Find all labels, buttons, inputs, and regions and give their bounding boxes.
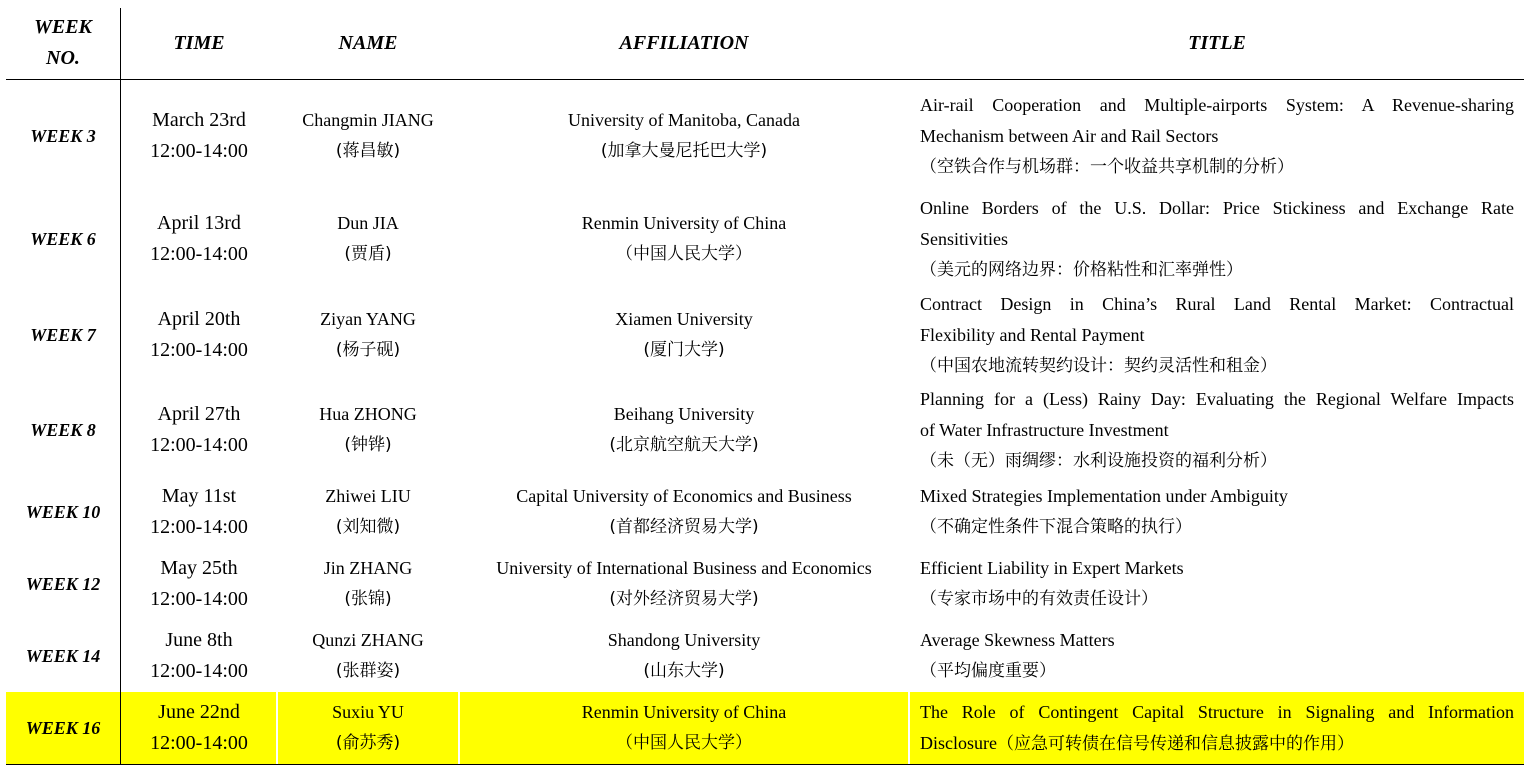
affiliation: University of International Business and Economics [496, 558, 872, 578]
affiliation: Renmin University of China [581, 702, 787, 722]
title-line2: of Water Infrastructure Investment [920, 419, 1169, 440]
name-cell [278, 192, 458, 286]
time-range: 12:00-14:00 [150, 140, 248, 162]
column-gap [458, 82, 460, 764]
title-cell [920, 548, 1514, 620]
header-week-line1: WEEK [34, 16, 92, 38]
title-zh: （空铁合作与机场群：一个收益共享机制的分析） [920, 156, 1294, 177]
speaker-name-zh: (蒋昌敏) [335, 141, 401, 161]
affiliation-cell [460, 478, 908, 546]
title-line1: Air-rail Cooperation and Multiple-airports System: A Revenue-sharing [920, 94, 1514, 115]
week-label: WEEK 3 [30, 125, 96, 146]
affiliation-zh: (对外经济贸易大学) [609, 589, 759, 609]
date: April 27th [157, 403, 241, 425]
speaker-name: Changmin JIANG [302, 110, 434, 130]
name-cell [278, 478, 458, 546]
speaker-name: Hua ZHONG [319, 404, 417, 424]
affiliation-cell [460, 692, 908, 764]
date: April 20th [157, 308, 241, 330]
week-label: WEEK 12 [25, 573, 101, 594]
week-label: WEEK 16 [25, 717, 101, 738]
title-line1: Average Skewness Matters [920, 630, 1115, 650]
header-title: TITLE [1188, 31, 1246, 54]
table-row-highlighted [6, 692, 1524, 764]
week-label: WEEK 7 [30, 324, 96, 345]
time-cell [122, 620, 276, 692]
date: March 23rd [152, 109, 246, 131]
affiliation-zh: (厦门大学) [643, 340, 725, 360]
title-cell [920, 620, 1514, 692]
title-zh: （未（无）雨绸缪：水利设施投资的福利分析） [920, 450, 1277, 471]
title-cell [920, 478, 1514, 546]
table-row [6, 288, 1524, 382]
title-line1: Online Borders of the U.S. Dollar: Price Stickiness and Exchange Rate [920, 197, 1514, 218]
speaker-name-zh: (贾盾) [344, 244, 392, 264]
header-time: TIME [173, 31, 225, 54]
title-cell [920, 382, 1514, 478]
title-line1: The Role of Contingent Capital Structure in Signaling and Information [920, 701, 1514, 722]
time-cell [122, 288, 276, 382]
column-gap [908, 82, 910, 764]
table-row [6, 382, 1524, 478]
week-label: WEEK 8 [30, 419, 96, 440]
speaker-name-zh: (刘知微) [335, 517, 401, 537]
week-label: WEEK 10 [25, 501, 101, 522]
bottom-rule [6, 764, 1524, 765]
title-zh: （中国农地流转契约设计：契约灵活性和租金） [920, 355, 1277, 376]
name-cell [278, 548, 458, 620]
speaker-name-zh: (张群姿) [335, 661, 401, 681]
affiliation: University of Manitoba, Canada [568, 110, 800, 130]
time-cell [122, 478, 276, 546]
time-cell [122, 82, 276, 190]
affiliation-zh: （中国人民大学） [616, 733, 752, 753]
time-cell [122, 692, 276, 764]
affiliation-cell [460, 192, 908, 286]
title-line2: Mechanism between Air and Rail Sectors [920, 125, 1219, 146]
title-cell [920, 288, 1514, 382]
table-row [6, 82, 1524, 190]
header-rule [6, 79, 1524, 80]
affiliation-cell [460, 548, 908, 620]
time-range: 12:00-14:00 [150, 588, 248, 610]
time-cell [122, 192, 276, 286]
speaker-name: Ziyan YANG [320, 309, 416, 329]
name-cell [278, 382, 458, 478]
affiliation: Beihang University [613, 404, 755, 424]
title-cell [920, 82, 1514, 190]
speaker-name: Jin ZHANG [323, 558, 413, 578]
time-range: 12:00-14:00 [150, 434, 248, 456]
time-range: 12:00-14:00 [150, 660, 248, 682]
title-zh: （应急可转债在信号传递和信息披露中的作用） [996, 733, 1354, 754]
date: June 8th [165, 629, 233, 651]
week-column-rule [120, 8, 121, 764]
name-cell [278, 288, 458, 382]
title-line1: Mixed Strategies Implementation under Ambiguity [920, 486, 1288, 506]
affiliation-zh: (山东大学) [643, 661, 725, 681]
title-line1: Contract Design in China’s Rural Land Rental Market: Contractual [920, 293, 1514, 314]
title-cell [920, 192, 1514, 286]
speaker-name: Zhiwei LIU [325, 486, 411, 506]
speaker-name-zh: (张锦) [344, 589, 392, 609]
title-line2: Disclosure [920, 732, 997, 753]
time-cell [122, 548, 276, 620]
header-name: NAME [338, 31, 398, 54]
affiliation: Renmin University of China [581, 213, 787, 233]
header-week-line2: NO. [46, 47, 80, 69]
speaker-name-zh: (钟铧) [344, 435, 392, 455]
name-cell [278, 620, 458, 692]
title-line2: Flexibility and Rental Payment [920, 324, 1145, 345]
affiliation: Shandong University [607, 630, 761, 650]
speaker-name: Suxiu YU [332, 702, 404, 722]
date: June 22nd [158, 701, 240, 723]
title-cell [920, 692, 1514, 764]
time-range: 12:00-14:00 [150, 339, 248, 361]
table-row [6, 478, 1524, 546]
table-row [6, 548, 1524, 620]
title-line1: Efficient Liability in Expert Markets [920, 558, 1184, 578]
title-line2: Sensitivities [920, 228, 1009, 249]
affiliation-zh: (加拿大曼尼托巴大学) [600, 141, 768, 161]
title-zh: （专家市场中的有效责任设计） [920, 589, 1158, 609]
time-range: 12:00-14:00 [150, 732, 248, 754]
table-row [6, 192, 1524, 286]
time-range: 12:00-14:00 [150, 243, 248, 265]
speaker-name-zh: (杨子砚) [335, 340, 401, 360]
speaker-name: Dun JIA [337, 213, 399, 233]
name-cell [278, 82, 458, 190]
header-week-no [6, 8, 120, 78]
title-line1: Planning for a (Less) Rainy Day: Evaluating the Regional Welfare Impacts [920, 388, 1514, 409]
title-zh: （不确定性条件下混合策略的执行） [920, 517, 1192, 537]
affiliation: Xiamen University [615, 309, 753, 329]
column-gap [276, 82, 278, 764]
name-cell [278, 692, 458, 764]
title-zh: （美元的网络边界：价格粘性和汇率弹性） [920, 259, 1243, 280]
affiliation-zh: (首都经济贸易大学) [609, 517, 759, 537]
time-cell [122, 382, 276, 478]
title-line2-wrap [920, 728, 1514, 760]
affiliation-zh: (北京航空航天大学) [609, 435, 759, 455]
time-range: 12:00-14:00 [150, 516, 248, 538]
affiliation-cell [460, 82, 908, 190]
header-row [6, 8, 1524, 78]
affiliation-cell [460, 382, 908, 478]
affiliation: Capital University of Economics and Business [516, 486, 852, 506]
date: May 25th [160, 557, 238, 579]
speaker-name-zh: (俞苏秀) [335, 733, 401, 753]
week-label: WEEK 14 [25, 645, 101, 666]
date: May 11st [161, 485, 237, 507]
table-row [6, 620, 1524, 692]
title-zh: （平均偏度重要） [920, 661, 1056, 681]
header-affiliation: AFFILIATION [619, 31, 749, 54]
date: April 13rd [157, 212, 241, 234]
affiliation-cell [460, 288, 908, 382]
speaker-name: Qunzi ZHANG [312, 630, 424, 650]
affiliation-cell [460, 620, 908, 692]
week-label: WEEK 6 [30, 228, 96, 249]
affiliation-zh: （中国人民大学） [616, 244, 752, 264]
